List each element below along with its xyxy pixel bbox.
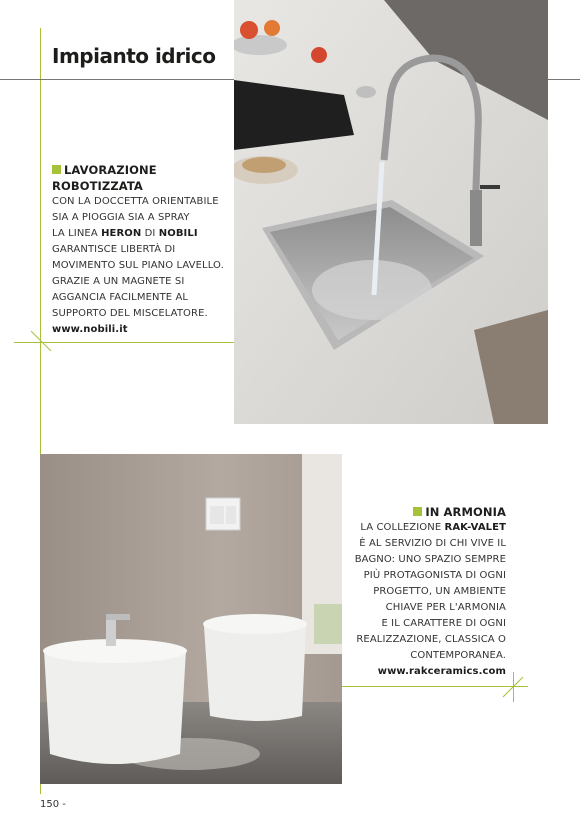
article-line: PIÙ PROTAGONISTA DI OGNI (363, 570, 506, 581)
article-line: LA COLLEZIONE RAK-VALET (360, 522, 506, 533)
article-line: GRAZIE A UN MAGNETE SI (52, 276, 185, 287)
article-line: SIA A PIOGGIA SIA A SPRAY (52, 212, 190, 223)
page-number: 150 - (40, 799, 66, 810)
brand-nobili: NOBILI (158, 228, 198, 239)
kitchen-sink-photo (234, 0, 548, 424)
bullet-square-icon (52, 165, 61, 174)
bathroom-photo (40, 454, 342, 784)
article-line: CHIAVE PER L'ARMONIA (385, 602, 506, 613)
article-line: PROGETTO, UN AMBIENTE (373, 586, 506, 597)
article-heading-line2: ROBOTIZZATA (52, 179, 143, 193)
guide-line-vertical-top (40, 28, 41, 454)
guide-line-title-right (548, 79, 580, 80)
brand-rak-valet: RAK-VALET (444, 522, 506, 533)
article-nobili (52, 162, 242, 338)
article-rak (330, 504, 506, 680)
page-title: Impianto idrico (52, 44, 216, 68)
article-line: LA LINEA HERON DI NOBILI (52, 228, 198, 239)
article-heading-line1: LAVORAZIONE (64, 163, 157, 177)
article-line: È AL SERVIZIO DI CHI VIVE IL (359, 538, 506, 549)
brand-heron: HERON (101, 228, 142, 239)
article-line: REALIZZAZIONE, CLASSICA O (356, 634, 506, 645)
article-heading: IN ARMONIA (425, 505, 506, 519)
guide-line-title (0, 79, 234, 80)
article-line: BAGNO: UNO SPAZIO SEMPRE (354, 554, 506, 565)
article-line: MOVIMENTO SUL PIANO LAVELLO. (52, 260, 224, 271)
bullet-square-icon (413, 507, 422, 516)
article-url[interactable]: www.nobili.it (52, 324, 128, 335)
crosshair-mark (28, 328, 54, 354)
article-line: CON LA DOCCETTA ORIENTABILE (52, 196, 219, 207)
article-line: GARANTISCE LIBERTÀ DI (52, 244, 176, 255)
article-line: SUPPORTO DEL MISCELATORE. (52, 308, 208, 319)
article-line: CONTEMPORANEA. (410, 650, 506, 661)
guide-line-article2 (332, 686, 528, 687)
article-url[interactable]: www.rakceramics.com (377, 666, 506, 677)
article-line: AGGANCIA FACILMENTE AL (52, 292, 189, 303)
article-line: E IL CARATTERE DI OGNI (381, 618, 506, 629)
